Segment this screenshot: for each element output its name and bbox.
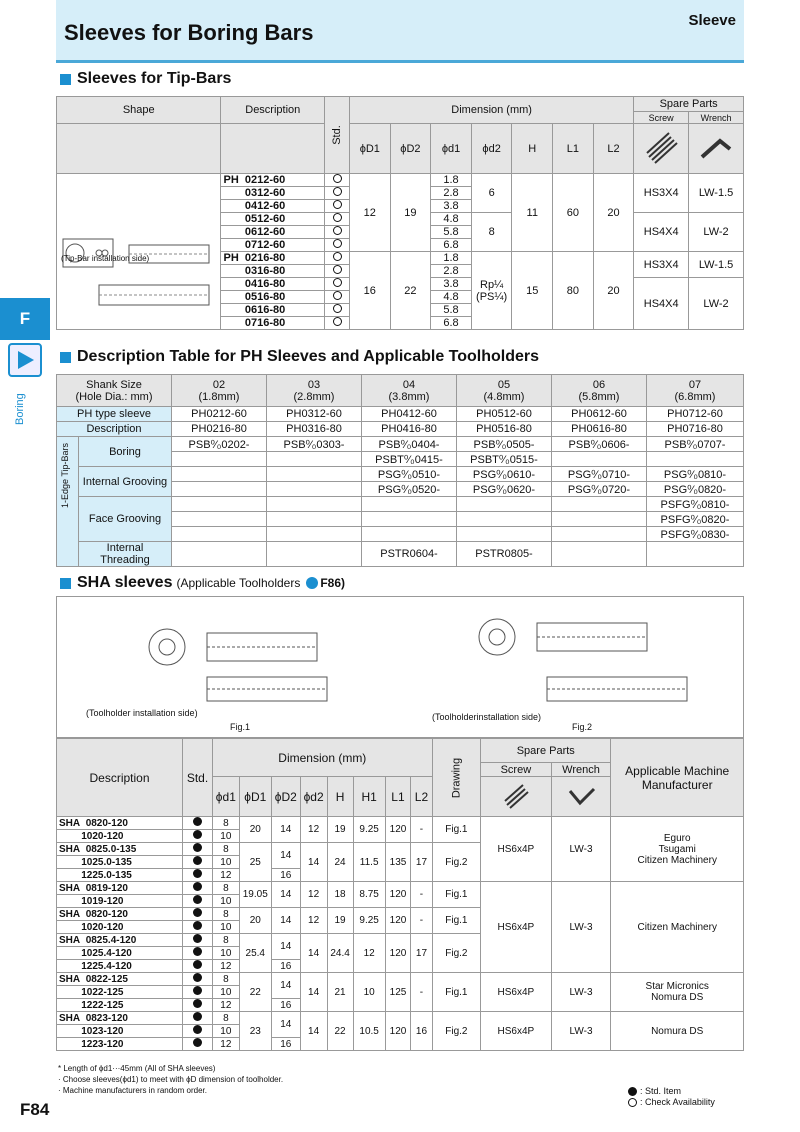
table-cell — [647, 542, 744, 567]
table-cell — [172, 482, 267, 497]
table-cell: 16 — [271, 1038, 300, 1051]
table-row: SHA 0819-120 — [57, 882, 183, 895]
table-cell — [552, 452, 647, 467]
shank-size-header: Shank Size (Hole Dia.: mm) — [57, 375, 172, 407]
screw-illustration — [634, 124, 689, 174]
table-cell: 14 — [271, 843, 300, 869]
std-mark — [325, 174, 350, 187]
note: · Choose sleeves(ϕd1) to meet with ϕD dimension of toolholder. — [58, 1075, 284, 1084]
table-cell: PSB⁰⁄₀0505- — [457, 437, 552, 452]
table-cell — [172, 467, 267, 482]
desc-header-blank — [221, 124, 325, 174]
table-cell: PH0412-60 — [362, 407, 457, 422]
table-row: 0316-80 — [221, 265, 325, 278]
table-cell: PSG⁰⁄₀0810- — [647, 467, 744, 482]
col-description: Description — [57, 739, 183, 817]
table-row: 0512-60 — [221, 213, 325, 226]
col-H: H — [512, 124, 553, 174]
table-row: 1020-120 — [57, 830, 183, 843]
ph-label: Description — [57, 422, 172, 437]
table-row: 0716-80 — [221, 317, 325, 330]
table-cell: 8 — [212, 973, 239, 986]
table-cell: 22 — [327, 1012, 353, 1051]
section-marker-icon — [60, 74, 71, 85]
shape-caption: (Tip-Bar installation side) — [61, 254, 150, 263]
boring-icon — [8, 343, 42, 377]
table-row: SHA 0825.0-135 — [57, 843, 183, 856]
col-03: 03 (2.8mm) — [267, 375, 362, 407]
col-L2: L2 — [411, 777, 432, 817]
header-rule — [56, 60, 744, 63]
col-maker: Applicable Machine Manufacturer — [611, 739, 744, 817]
value-d1: 5.8 — [431, 226, 472, 239]
table-row: 0312-60 — [221, 187, 325, 200]
table-cell: 14 — [271, 934, 300, 960]
value-d2: 8 — [471, 213, 512, 252]
table-cell: PSB⁰⁄₀0303- — [267, 437, 362, 452]
table-cell: 9.25 — [353, 908, 385, 934]
value-screw: HS4X4 — [634, 213, 689, 252]
table-cell: LW-3 — [551, 882, 611, 973]
maker-cell: Star Micronics Nomura DS — [611, 973, 744, 1012]
table-cell: PSBT⁰⁄₀0415- — [362, 452, 457, 467]
value-D1: 16 — [350, 252, 391, 330]
value-L2: 20 — [593, 252, 634, 330]
page-number: F84 — [20, 1100, 50, 1119]
section-title-tipbars — [60, 70, 231, 88]
table-cell: 8.75 — [353, 882, 385, 908]
table-cell: PSFG⁰⁄₀0830- — [647, 527, 744, 542]
table-cell: HS6x4P — [481, 882, 552, 973]
value-L1: 80 — [553, 252, 594, 330]
table-cell: 20 — [239, 817, 271, 843]
value-d1: 2.8 — [431, 265, 472, 278]
page-ref[interactable]: F86) — [320, 576, 346, 590]
table-row: SHA 0822-125 — [57, 973, 183, 986]
col-06: 06 (5.8mm) — [552, 375, 647, 407]
section-title-sha — [60, 574, 345, 592]
table-row: PH 0216-80 — [221, 252, 325, 265]
table-cell: 16 — [271, 960, 300, 973]
value-d2: Rp¼ (PS¼) — [471, 252, 512, 330]
col-std: Std. — [325, 97, 350, 174]
col-d2: ϕd2 — [300, 777, 327, 817]
table-cell: Fig.2 — [432, 934, 480, 973]
table-cell: 11.5 — [353, 843, 385, 882]
table-cell: 8 — [212, 1012, 239, 1025]
table-cell: - — [411, 908, 432, 934]
table-cell: 21 — [327, 973, 353, 1012]
table-cell: 14 — [300, 934, 327, 973]
table-cell: 16 — [271, 999, 300, 1012]
table-cell: PH0316-80 — [267, 422, 362, 437]
sleeve-drawing — [57, 174, 221, 330]
value-d1: 6.8 — [431, 317, 472, 330]
value-screw: HS3X4 — [634, 174, 689, 213]
screw-icon — [501, 777, 531, 813]
table-cell: Fig.2 — [432, 843, 480, 882]
tipbar-sleeve-table — [56, 96, 744, 330]
table-row: 1025.0-135 — [57, 856, 183, 869]
table-row: 0412-60 — [221, 200, 325, 213]
threading-label: Internal Threading — [79, 542, 172, 567]
table-cell: PSB⁰⁄₀0606- — [552, 437, 647, 452]
table-cell: - — [411, 882, 432, 908]
table-cell: 120 — [385, 934, 411, 973]
table-cell: Nomura DS — [611, 1012, 744, 1051]
col-screw: Screw — [481, 763, 552, 777]
fig2-label: Fig.2 — [572, 722, 593, 732]
table-cell: 14 — [271, 882, 300, 908]
section-title-description — [60, 348, 539, 366]
value-wrench: LW-2 — [689, 213, 744, 252]
face-grooving-label: Face Grooving — [79, 497, 172, 542]
boring-label: Boring — [79, 437, 172, 467]
legend-std: : Std. Item — [628, 1086, 681, 1096]
col-07: 07 (6.8mm) — [647, 375, 744, 407]
value-H: 11 — [512, 174, 553, 252]
table-cell: 25.4 — [239, 934, 271, 973]
col-D1: ϕD1 — [350, 124, 391, 174]
table-cell: 22 — [239, 973, 271, 1012]
table-cell: 24.4 — [327, 934, 353, 973]
col-D2: ϕD2 — [390, 124, 431, 174]
section-marker-icon — [60, 578, 71, 589]
filled-circle-icon — [628, 1087, 637, 1096]
value-d1: 6.8 — [431, 239, 472, 252]
table-row: 1223-120 — [57, 1038, 183, 1051]
col-d1: ϕd1 — [212, 777, 239, 817]
table-cell: - — [411, 973, 432, 1012]
col-shape: Shape — [57, 97, 221, 124]
table-cell: Citizen Machinery — [611, 882, 744, 973]
note: · Machine manufacturers in random order. — [58, 1086, 207, 1095]
table-cell: PSTR0604- — [362, 542, 457, 567]
table-cell: PSB⁰⁄₀0202- — [172, 437, 267, 452]
table-cell: PSG⁰⁄₀0620- — [457, 482, 552, 497]
table-cell: 120 — [385, 882, 411, 908]
col-d2: ϕd2 — [471, 124, 512, 174]
table-row: SHA 0825.4-120 — [57, 934, 183, 947]
table-cell: 14 — [271, 973, 300, 999]
grooving-label: Internal Grooving — [79, 467, 172, 497]
table-cell: 14 — [300, 1012, 327, 1051]
table-cell: 120 — [385, 1012, 411, 1051]
table-cell: 12 — [300, 882, 327, 908]
table-cell: PH0612-60 — [552, 407, 647, 422]
col-D1: ϕD1 — [239, 777, 271, 817]
section-title-text: Sleeves for Tip-Bars — [77, 70, 232, 87]
table-cell: PH0516-80 — [457, 422, 552, 437]
table-cell: PSBT⁰⁄₀0515- — [457, 452, 552, 467]
section-marker-icon — [60, 352, 71, 363]
value-wrench: LW-1.5 — [689, 174, 744, 213]
table-row: 1020-120 — [57, 921, 183, 934]
wrench-illustration — [689, 124, 744, 174]
table-cell: 12 — [212, 999, 239, 1012]
table-cell: 14 — [271, 908, 300, 934]
col-std: Std. — [183, 739, 213, 817]
fig1-label: Fig.1 — [230, 722, 251, 732]
table-cell: 8 — [212, 908, 239, 921]
table-cell: Fig.1 — [432, 973, 480, 1012]
col-H1: H1 — [353, 777, 385, 817]
page-header — [56, 0, 744, 60]
table-cell: 10 — [212, 1025, 239, 1038]
fig2-caption: (Toolholderinstallation side) — [432, 712, 542, 722]
table-row: 1222-125 — [57, 999, 183, 1012]
value-L1: 60 — [553, 174, 594, 252]
table-cell: PH0312-60 — [267, 407, 362, 422]
table-row: 0712-60 — [221, 239, 325, 252]
table-cell: 14 — [300, 973, 327, 1012]
legend-check: : Check Availability — [628, 1097, 715, 1107]
table-cell: Fig.1 — [432, 882, 480, 908]
value-screw: HS4X4 — [634, 278, 689, 330]
table-cell: PSTR0805- — [457, 542, 552, 567]
table-cell: PH0212-60 — [172, 407, 267, 422]
table-cell — [267, 452, 362, 467]
table-cell — [647, 452, 744, 467]
table-cell: 24 — [327, 843, 353, 882]
table-cell — [172, 542, 267, 567]
table-cell: 10 — [212, 986, 239, 999]
table-cell: 19 — [327, 908, 353, 934]
table-cell: LW-3 — [551, 817, 611, 882]
table-cell: PH0616-80 — [552, 422, 647, 437]
col-drawing: Drawing — [432, 739, 480, 817]
note: * Length of ϕd1···45mm (All of SHA sleeves) — [58, 1064, 216, 1073]
value-D1: 12 — [350, 174, 391, 252]
side-label: Boring — [14, 393, 26, 425]
col-dimension: Dimension (mm) — [350, 97, 634, 124]
table-cell: PSG⁰⁄₀0520- — [362, 482, 457, 497]
table-cell: 120 — [385, 908, 411, 934]
table-row: 1023-120 — [57, 1025, 183, 1038]
table-cell: LW-3 — [551, 973, 611, 1012]
col-D2: ϕD2 — [271, 777, 300, 817]
table-cell: 12 — [353, 934, 385, 973]
table-cell: 14 — [300, 843, 327, 882]
value-D2: 22 — [390, 252, 431, 330]
table-cell: 12 — [300, 817, 327, 843]
open-circle-icon — [628, 1098, 637, 1107]
table-row: SHA 0823-120 — [57, 1012, 183, 1025]
table-cell: PSFG⁰⁄₀0810- — [647, 497, 744, 512]
col-screw: Screw — [634, 112, 689, 124]
table-cell: LW-3 — [551, 1012, 611, 1051]
table-cell: 10 — [212, 895, 239, 908]
value-d1: 3.8 — [431, 278, 472, 291]
value-H: 15 — [512, 252, 553, 330]
wrench-illustration — [551, 777, 611, 817]
table-cell — [552, 542, 647, 567]
table-row: 1225.4-120 — [57, 960, 183, 973]
col-L2: L2 — [593, 124, 634, 174]
table-cell: Fig.1 — [432, 908, 480, 934]
value-d1: 3.8 — [431, 200, 472, 213]
table-cell: 12 — [300, 908, 327, 934]
table-cell: HS6x4P — [481, 1012, 552, 1051]
col-d1: ϕd1 — [431, 124, 472, 174]
col-L1: L1 — [385, 777, 411, 817]
table-cell: 20 — [239, 908, 271, 934]
value-d1: 4.8 — [431, 291, 472, 304]
value-d1: 1.8 — [431, 174, 472, 187]
ph-description-table — [56, 374, 744, 567]
sleeve-diagram-icon — [59, 219, 215, 329]
table-cell: 10.5 — [353, 1012, 385, 1051]
table-cell: HS6x4P — [481, 817, 552, 882]
col-L1: L1 — [553, 124, 594, 174]
table-cell: 12 — [212, 869, 239, 882]
side-tab[interactable]: F — [0, 298, 50, 340]
col-05: 05 (4.8mm) — [457, 375, 552, 407]
col-dimension: Dimension (mm) — [212, 739, 432, 777]
section-subtitle: (Applicable Toolholders — [176, 576, 301, 590]
shape-header-blank — [57, 124, 221, 174]
table-cell: 25 — [239, 843, 271, 882]
page-category: Sleeve — [688, 12, 736, 29]
table-cell: 8 — [212, 843, 239, 856]
table-cell: 14 — [271, 817, 300, 843]
table-cell: PSB⁰⁄₀0707- — [647, 437, 744, 452]
table-cell: 8 — [212, 882, 239, 895]
value-L2: 20 — [593, 174, 634, 252]
table-cell — [172, 452, 267, 467]
table-cell: 16 — [271, 869, 300, 882]
ph-label: PH type sleeve — [57, 407, 172, 422]
table-cell: 18 — [327, 882, 353, 908]
table-cell: 10 — [353, 973, 385, 1012]
value-d1: 1.8 — [431, 252, 472, 265]
page-title: Sleeves for Boring Bars — [64, 20, 314, 45]
table-row: 1022-125 — [57, 986, 183, 999]
fig1-caption: (Toolholder installation side) — [86, 708, 198, 718]
table-cell: PSG⁰⁄₀0710- — [552, 467, 647, 482]
table-row: 1025.4-120 — [57, 947, 183, 960]
table-cell: 135 — [385, 843, 411, 882]
col-description: Description — [221, 97, 325, 124]
table-cell: HS6x4P — [481, 973, 552, 1012]
table-cell: 10 — [212, 947, 239, 960]
table-cell: 125 — [385, 973, 411, 1012]
value-d1: 4.8 — [431, 213, 472, 226]
table-cell: PH0712-60 — [647, 407, 744, 422]
section-title-text: Description Table for PH Sleeves and Applicable Toolholders — [77, 348, 540, 365]
table-cell — [267, 542, 362, 567]
table-cell: 10 — [212, 830, 239, 843]
table-cell: 8 — [212, 934, 239, 947]
table-cell: PH0416-80 — [362, 422, 457, 437]
maker-cell: Eguro Tsugami Citizen Machinery — [611, 817, 744, 882]
col-spare: Spare Parts — [634, 97, 744, 112]
table-row: 1019-120 — [57, 895, 183, 908]
table-cell: 14 — [271, 1012, 300, 1038]
table-cell: PH0216-80 — [172, 422, 267, 437]
col-H: H — [327, 777, 353, 817]
table-row: SHA 0820-120 — [57, 817, 183, 830]
group-label: 1-Edge Tip-Bars — [57, 437, 79, 567]
screw-illustration — [481, 777, 552, 817]
table-cell: 17 — [411, 843, 432, 882]
table-row: 0516-80 — [221, 291, 325, 304]
value-d1: 2.8 — [431, 187, 472, 200]
value-d1: 8 — [212, 817, 239, 830]
col-02: 02 (1.8mm) — [172, 375, 267, 407]
table-cell: PSFG⁰⁄₀0820- — [647, 512, 744, 527]
page-ref-icon — [306, 577, 318, 589]
table-cell — [267, 467, 362, 482]
table-cell: 17 — [411, 934, 432, 973]
col-wrench: Wrench — [551, 763, 611, 777]
table-row: 0616-80 — [221, 304, 325, 317]
table-row: PH 0212-60 — [221, 174, 325, 187]
table-cell: Fig.1 — [432, 817, 480, 843]
table-row: 1225.0-135 — [57, 869, 183, 882]
value-D2: 19 — [390, 174, 431, 252]
table-row: 0416-80 — [221, 278, 325, 291]
table-cell: 10 — [212, 856, 239, 869]
table-cell: PSG⁰⁄₀0720- — [552, 482, 647, 497]
table-cell: 12 — [212, 960, 239, 973]
table-cell: 10 — [212, 921, 239, 934]
table-cell — [267, 482, 362, 497]
table-cell: Fig.2 — [432, 1012, 480, 1051]
table-cell: PH0716-80 — [647, 422, 744, 437]
table-cell: 9.25 — [353, 817, 385, 843]
value-screw: HS3X4 — [634, 252, 689, 278]
screw-icon — [641, 127, 681, 167]
col-04: 04 (3.8mm) — [362, 375, 457, 407]
table-cell: PSG⁰⁄₀0610- — [457, 467, 552, 482]
table-cell: 120 — [385, 817, 411, 843]
table-cell: PSB⁰⁄₀0404- — [362, 437, 457, 452]
value-d1: 5.8 — [431, 304, 472, 317]
table-cell: PH0512-60 — [457, 407, 552, 422]
wrench-icon — [566, 777, 596, 813]
table-cell: PSG⁰⁄₀0820- — [647, 482, 744, 497]
section-title-text: SHA sleeves — [77, 574, 173, 591]
value-wrench: LW-1.5 — [689, 252, 744, 278]
col-wrench: Wrench — [689, 112, 744, 124]
value-wrench: LW-2 — [689, 278, 744, 330]
table-cell: 19.05 — [239, 882, 271, 908]
table-cell: 12 — [212, 1038, 239, 1051]
table-cell: 16 — [411, 1012, 432, 1051]
table-row: 0612-60 — [221, 226, 325, 239]
value-d2: 6 — [471, 174, 512, 213]
col-spare: Spare Parts — [481, 739, 611, 763]
wrench-icon — [696, 127, 736, 167]
table-row: SHA 0820-120 — [57, 908, 183, 921]
table-cell: PSG⁰⁄₀0510- — [362, 467, 457, 482]
table-cell: 19 — [327, 817, 353, 843]
sha-sleeve-table — [56, 738, 744, 1051]
table-cell: 23 — [239, 1012, 271, 1051]
table-cell: - — [411, 817, 432, 843]
